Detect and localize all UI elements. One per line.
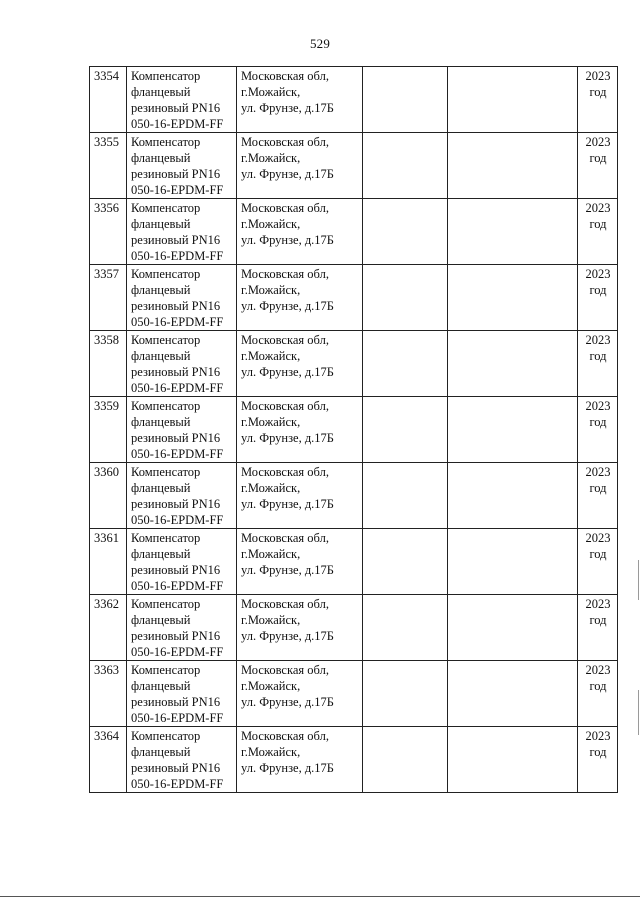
year-cell: [578, 661, 618, 727]
year-line: 2023: [585, 663, 611, 677]
item-name-line: Компенсатор: [131, 465, 201, 479]
item-name-line: фланцевый: [131, 547, 191, 561]
year-line: 2023: [585, 135, 611, 149]
registry-table-body: [90, 67, 618, 793]
address-cell: [237, 595, 363, 661]
row-number: 3364: [94, 729, 119, 743]
item-name-line: Компенсатор: [131, 333, 201, 347]
item-name-line: 050-16-EPDM-FF: [131, 447, 224, 461]
empty-cell: [363, 199, 448, 265]
table-row: [90, 463, 618, 529]
table-row: [90, 199, 618, 265]
item-name-line: резиновый PN16: [131, 629, 221, 643]
table-row: [90, 331, 618, 397]
item-name-line: резиновый PN16: [131, 101, 221, 115]
empty-cell: [448, 727, 578, 793]
year-cell: [578, 331, 618, 397]
item-name-line: 050-16-EPDM-FF: [131, 645, 224, 659]
address-line: ул. Фрунзе, д.17Б: [241, 497, 334, 511]
year-line: год: [589, 85, 607, 99]
empty-cell: [363, 727, 448, 793]
address-line: ул. Фрунзе, д.17Б: [241, 431, 334, 445]
address-line: г.Можайск,: [241, 349, 301, 363]
item-name-line: 050-16-EPDM-FF: [131, 381, 224, 395]
item-name-line: фланцевый: [131, 415, 191, 429]
row-number-cell: [90, 397, 127, 463]
item-name-line: резиновый PN16: [131, 761, 221, 775]
table-row: [90, 133, 618, 199]
row-number: 3357: [94, 267, 119, 281]
item-name-line: Компенсатор: [131, 399, 201, 413]
year-cell: [578, 199, 618, 265]
row-number: 3356: [94, 201, 119, 215]
item-name-line: 050-16-EPDM-FF: [131, 315, 224, 329]
address-cell: [237, 397, 363, 463]
row-number: 3358: [94, 333, 119, 347]
year-line: год: [589, 349, 607, 363]
row-number-cell: [90, 661, 127, 727]
year-line: 2023: [585, 333, 611, 347]
row-number-cell: [90, 265, 127, 331]
year-cell: [578, 595, 618, 661]
row-number-cell: [90, 727, 127, 793]
address-line: Московская обл,: [241, 201, 329, 215]
year-cell: [578, 529, 618, 595]
item-name-line: Компенсатор: [131, 663, 201, 677]
item-name-line: резиновый PN16: [131, 299, 221, 313]
address-cell: [237, 529, 363, 595]
address-line: ул. Фрунзе, д.17Б: [241, 365, 334, 379]
address-line: Московская обл,: [241, 135, 329, 149]
item-name-cell: [127, 463, 237, 529]
year-line: год: [589, 217, 607, 231]
year-line: год: [589, 415, 607, 429]
empty-cell: [448, 265, 578, 331]
item-name-cell: [127, 265, 237, 331]
item-name-line: резиновый PN16: [131, 233, 221, 247]
item-name-line: фланцевый: [131, 679, 191, 693]
address-line: г.Можайск,: [241, 85, 301, 99]
item-name-cell: [127, 727, 237, 793]
address-cell: [237, 463, 363, 529]
item-name-line: резиновый PN16: [131, 563, 221, 577]
item-name-line: фланцевый: [131, 481, 191, 495]
year-line: год: [589, 151, 607, 165]
row-number: 3360: [94, 465, 119, 479]
year-line: год: [589, 283, 607, 297]
address-line: Московская обл,: [241, 399, 329, 413]
item-name-line: резиновый PN16: [131, 431, 221, 445]
row-number: 3354: [94, 69, 119, 83]
empty-cell: [363, 661, 448, 727]
item-name-cell: [127, 661, 237, 727]
item-name-cell: [127, 595, 237, 661]
address-line: г.Можайск,: [241, 151, 301, 165]
address-line: ул. Фрунзе, д.17Б: [241, 167, 334, 181]
address-line: Московская обл,: [241, 69, 329, 83]
year-line: 2023: [585, 399, 611, 413]
item-name-cell: [127, 529, 237, 595]
item-name-line: Компенсатор: [131, 597, 201, 611]
address-cell: [237, 331, 363, 397]
empty-cell: [363, 133, 448, 199]
row-number-cell: [90, 463, 127, 529]
address-line: г.Можайск,: [241, 283, 301, 297]
item-name-line: 050-16-EPDM-FF: [131, 513, 224, 527]
empty-cell: [363, 265, 448, 331]
address-line: г.Можайск,: [241, 547, 301, 561]
row-number: 3363: [94, 663, 119, 677]
table-row: [90, 67, 618, 133]
row-number-cell: [90, 595, 127, 661]
row-number: 3359: [94, 399, 119, 413]
address-cell: [237, 265, 363, 331]
registry-table: [89, 66, 618, 793]
item-name-line: резиновый PN16: [131, 365, 221, 379]
item-name-line: резиновый PN16: [131, 497, 221, 511]
item-name-line: фланцевый: [131, 745, 191, 759]
year-cell: [578, 463, 618, 529]
year-line: 2023: [585, 729, 611, 743]
empty-cell: [448, 529, 578, 595]
item-name-line: фланцевый: [131, 217, 191, 231]
address-line: Московская обл,: [241, 729, 329, 743]
year-line: год: [589, 547, 607, 561]
empty-cell: [363, 397, 448, 463]
item-name-line: 050-16-EPDM-FF: [131, 711, 224, 725]
item-name-line: Компенсатор: [131, 729, 201, 743]
table-row: [90, 595, 618, 661]
item-name-line: фланцевый: [131, 283, 191, 297]
address-line: г.Можайск,: [241, 415, 301, 429]
year-line: год: [589, 745, 607, 759]
address-line: ул. Фрунзе, д.17Б: [241, 233, 334, 247]
row-number: 3361: [94, 531, 119, 545]
row-number-cell: [90, 529, 127, 595]
year-line: 2023: [585, 201, 611, 215]
address-line: ул. Фрунзе, д.17Б: [241, 695, 334, 709]
item-name-line: 050-16-EPDM-FF: [131, 117, 224, 131]
item-name-cell: [127, 67, 237, 133]
item-name-line: Компенсатор: [131, 135, 201, 149]
item-name-line: 050-16-EPDM-FF: [131, 777, 224, 791]
item-name-line: Компенсатор: [131, 69, 201, 83]
address-line: г.Можайск,: [241, 679, 301, 693]
item-name-line: резиновый PN16: [131, 695, 221, 709]
year-line: год: [589, 481, 607, 495]
empty-cell: [448, 463, 578, 529]
row-number: 3362: [94, 597, 119, 611]
row-number: 3355: [94, 135, 119, 149]
empty-cell: [363, 463, 448, 529]
year-line: год: [589, 679, 607, 693]
address-line: г.Можайск,: [241, 613, 301, 627]
address-line: ул. Фрунзе, д.17Б: [241, 629, 334, 643]
address-cell: [237, 727, 363, 793]
item-name-cell: [127, 397, 237, 463]
item-name-cell: [127, 133, 237, 199]
table-row: [90, 661, 618, 727]
address-line: г.Можайск,: [241, 745, 301, 759]
empty-cell: [448, 67, 578, 133]
address-line: Московская обл,: [241, 267, 329, 281]
empty-cell: [363, 331, 448, 397]
page-number: 529: [309, 36, 331, 51]
address-line: г.Можайск,: [241, 217, 301, 231]
address-line: ул. Фрунзе, д.17Б: [241, 299, 334, 313]
table-row: [90, 529, 618, 595]
table-row: [90, 265, 618, 331]
address-cell: [237, 67, 363, 133]
empty-cell: [363, 595, 448, 661]
address-line: Московская обл,: [241, 465, 329, 479]
empty-cell: [448, 133, 578, 199]
row-number-cell: [90, 67, 127, 133]
row-number-cell: [90, 133, 127, 199]
scan-artifact: [638, 690, 639, 735]
address-line: Московская обл,: [241, 597, 329, 611]
empty-cell: [448, 595, 578, 661]
year-line: 2023: [585, 69, 611, 83]
empty-cell: [448, 661, 578, 727]
address-line: ул. Фрунзе, д.17Б: [241, 101, 334, 115]
year-cell: [578, 397, 618, 463]
empty-cell: [448, 397, 578, 463]
year-cell: [578, 727, 618, 793]
row-number-cell: [90, 331, 127, 397]
address-cell: [237, 661, 363, 727]
item-name-line: фланцевый: [131, 85, 191, 99]
year-line: 2023: [585, 465, 611, 479]
empty-cell: [448, 199, 578, 265]
item-name-line: Компенсатор: [131, 267, 201, 281]
year-cell: [578, 265, 618, 331]
address-line: Московская обл,: [241, 663, 329, 677]
item-name-line: резиновый PN16: [131, 167, 221, 181]
address-cell: [237, 199, 363, 265]
year-line: 2023: [585, 531, 611, 545]
item-name-line: фланцевый: [131, 613, 191, 627]
address-line: ул. Фрунзе, д.17Б: [241, 563, 334, 577]
year-cell: [578, 67, 618, 133]
item-name-line: Компенсатор: [131, 531, 201, 545]
address-line: г.Можайск,: [241, 481, 301, 495]
item-name-line: фланцевый: [131, 151, 191, 165]
item-name-line: фланцевый: [131, 349, 191, 363]
empty-cell: [363, 67, 448, 133]
empty-cell: [448, 331, 578, 397]
row-number-cell: [90, 199, 127, 265]
address-line: Московская обл,: [241, 531, 329, 545]
item-name-line: 050-16-EPDM-FF: [131, 249, 224, 263]
item-name-line: 050-16-EPDM-FF: [131, 579, 224, 593]
year-cell: [578, 133, 618, 199]
item-name-cell: [127, 331, 237, 397]
year-line: год: [589, 613, 607, 627]
page-bottom-rule: [0, 896, 640, 897]
year-line: 2023: [585, 597, 611, 611]
item-name-line: 050-16-EPDM-FF: [131, 183, 224, 197]
item-name-cell: [127, 199, 237, 265]
table-row: [90, 727, 618, 793]
year-line: 2023: [585, 267, 611, 281]
empty-cell: [363, 529, 448, 595]
scan-artifact: [638, 560, 639, 600]
address-cell: [237, 133, 363, 199]
item-name-line: Компенсатор: [131, 201, 201, 215]
address-line: Московская обл,: [241, 333, 329, 347]
address-line: ул. Фрунзе, д.17Б: [241, 761, 334, 775]
table-row: [90, 397, 618, 463]
